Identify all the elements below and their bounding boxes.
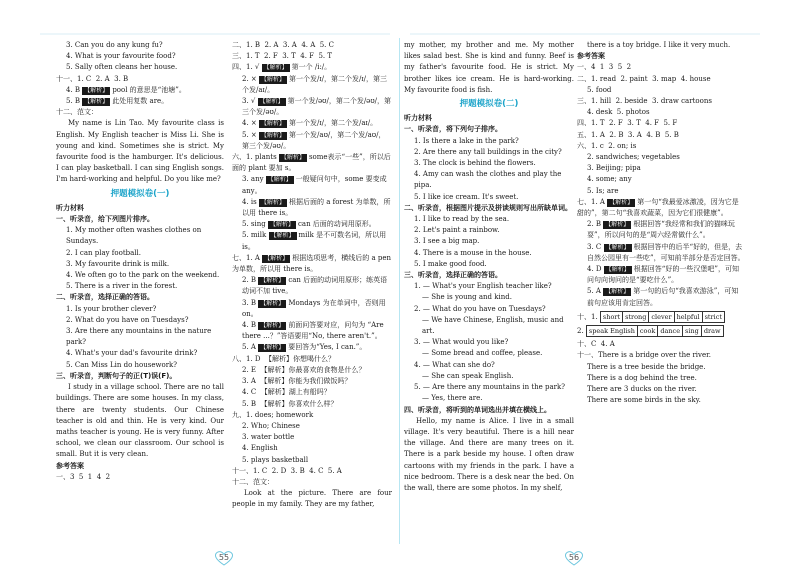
analysis-tag: 【解析】	[260, 277, 285, 285]
exam-title: 押题模拟卷(二)	[459, 99, 519, 110]
answer-line: There are some birds in the sky.	[587, 396, 701, 405]
answer-line: 三、1. T 2. F 3. T 4. F 5. T	[232, 52, 333, 61]
word-grid	[600, 311, 725, 323]
answer-line: 十、C 4. A	[577, 340, 615, 349]
answer-line: 3. √ 【解析】 第一个发/əʊ/，第二个发/əʊ/，第三个发/əʊ/。	[242, 97, 392, 117]
dialog-line: 1. — What's your English teacher like?	[414, 282, 552, 291]
list-item: 4. We often go to the park on the weekend.	[66, 271, 220, 280]
word-cell: short	[600, 311, 622, 322]
answer-line: 5. × 【解析】 第一个发/aʊ/，第二个发/aʊ/，第三个发/əʊ/。	[242, 130, 386, 150]
answer-line: 四、1. √ 【解析】 第一个 /i:/。	[232, 63, 332, 72]
analysis-tag: 【解析】	[260, 322, 285, 330]
answer-line: 八、1. D 【解析】你想喝什么？	[232, 354, 335, 363]
answer-line: 2. B 【解析】 根据回答“我经常和我们的猫咪玩耍”，所以问句的是“周六经常做什么”。	[587, 220, 735, 240]
list-item: 2. Let's paint a rainbow.	[414, 226, 500, 235]
answer-line: There are 3 ducks on the river.	[587, 385, 697, 394]
answer-line: 5. B 【解析】你喜欢什么样？	[242, 399, 338, 408]
word-grid	[586, 325, 724, 337]
essay-paragraph: Look at the picture. There are four people in my family. They are my father,	[232, 489, 392, 509]
section-heading: 十二、范文：	[232, 477, 274, 486]
list-item: 4. What's your dad's favourite drink?	[66, 349, 198, 358]
answer-line: 5. plays basketball	[242, 455, 309, 464]
word-cell: speak English	[586, 326, 637, 337]
analysis-tag: 【解析】	[263, 64, 288, 72]
section-heading: 二、听录音，选择正确的答语。	[56, 293, 154, 302]
list-item: 1. Is your brother clever?	[66, 304, 157, 313]
analysis-tag: 【解析】	[84, 98, 109, 106]
analysis-tag: 【解析】	[605, 221, 630, 229]
answer-line: 3. B 【解析】 Mondays 为在单词中，否则用 on。	[242, 298, 388, 318]
list-item: 5. I like ice cream. It's sweet.	[414, 192, 519, 201]
answer-line: 三、1. hill 2. beside 3. draw cartoons	[577, 97, 712, 106]
answer-line: 六、1. c 2. on; is	[577, 141, 637, 150]
answer-line: 3. C 【解析】 根据回答中的后半“好的，但是，去自然公园里有一些吃”，可知前半部分是否定回答。	[587, 242, 745, 262]
section-heading: 听力材料	[56, 203, 84, 212]
dialog-line: — Yes, there are.	[422, 394, 483, 403]
analysis-tag: 【解析】	[605, 243, 630, 251]
answer-line: 4. B 【解析】 pool 的意思是“池塘”。	[66, 85, 186, 94]
answer-key-heading: 参考答案	[56, 461, 84, 470]
answer-key-heading: 参考答案	[577, 52, 605, 61]
dialog-line: — She can speak English.	[422, 371, 514, 380]
analysis-tag: 【解析】	[84, 86, 109, 94]
answer-line: 3. Beijing; pipa	[587, 164, 641, 173]
analysis-tag: 【解析】	[260, 344, 285, 352]
answer-line: 二、1. B 2. A 3. A 4. A 5. C	[232, 41, 334, 49]
exam-title: 押题模拟卷(一)	[110, 188, 170, 199]
analysis-tag: 【解析】	[267, 176, 292, 184]
word-cell: strong	[623, 311, 649, 322]
analysis-tag: 【解析】	[261, 131, 286, 139]
section-heading: 三、听录音，选择正确的答语。	[404, 271, 502, 280]
list-item: 1. Is there a lake in the park?	[414, 136, 519, 145]
word-cell: helpful	[674, 311, 702, 322]
answer-line: 十一、1. C 2. D 3. B 4. C 5. A	[232, 466, 342, 475]
answer-line: 5. milk 【解析】 milk 是不可数名词，所以用 is。	[242, 231, 389, 251]
answer-line: 四、1. T 2. F 3. T 4. F 5. F	[577, 119, 678, 128]
answer-line: 七、1. A 【解析】 第一句“我最爱冰激凌，因为它是甜的”，第二句“我喜欢蔬菜，因为它们很健康”。	[577, 197, 739, 218]
analysis-tag: 【解析】	[609, 198, 634, 206]
dialog-line: — We have Chinese, English, music and art.	[422, 315, 566, 336]
list-item: 1. I like to read by the sea.	[414, 215, 510, 224]
analysis-tag: 【解析】	[270, 232, 295, 240]
analysis-tag: 【解析】	[605, 266, 630, 274]
section-heading: 一、听录音，给下列图片排序。	[56, 215, 154, 224]
section-heading: 二、听录音，根据图片提示及拼读规则写出所缺单词。	[404, 203, 572, 212]
dialog-line: 3. — What would you like?	[414, 338, 509, 347]
listening-paragraph: I study in a village school. There are no tall buildings. There are some houses. In my class, there are twenty students. Our Chinese teacher is old and thin. He is very kind. Our maths teacher is young. He is very funny. After school, we clean our classroom. Our school is small. But it is very clean.	[56, 383, 224, 459]
list-item: 1. My mother often washes clothes on Sundays.	[66, 226, 204, 246]
dialog-line: — Some bread and coffee, please.	[422, 349, 543, 358]
analysis-tag: 【解析】	[269, 221, 294, 229]
list-item: 3. Are there any mountains in the nature park?	[66, 327, 214, 347]
analysis-tag: 【解析】	[264, 254, 289, 262]
section-heading: 听力材料	[404, 114, 432, 123]
answer-line: 一、4 1 3 5 2	[577, 63, 632, 72]
word-cell: clever	[649, 311, 674, 322]
dialog-line: 2. — What do you have on Tuesdays?	[414, 304, 546, 313]
answer-line: 4. English	[242, 444, 278, 453]
list-item: 2. I can play football.	[66, 248, 141, 257]
page-number-left: 55	[213, 550, 235, 566]
answer-line: 3. A 【解析】你能为我们做饭吗？	[242, 377, 352, 386]
text-line: 3. Can you do any kung fu?	[66, 41, 163, 49]
answer-line: 4. × 【解析】 第一个发/ɪ/，第二个发/aɪ/。	[242, 119, 378, 128]
list-item: 2. What do you have on Tuesdays?	[66, 315, 189, 324]
answer-line: 4. C 【解析】湖上有船吗？	[242, 388, 331, 397]
dialog-line: 4. — What can she do?	[414, 360, 495, 369]
answer-line: 5. A 【解析】 要回答为“Yes, I can.”。	[242, 343, 367, 352]
answer-line: There is a dog behind the tree.	[587, 373, 697, 382]
answer-line: 5. B 【解析】 此处用复数 are。	[66, 97, 169, 106]
list-item: 3. My favourite drink is milk.	[66, 259, 170, 268]
answer-line: 一、3 5 1 4 2	[56, 472, 111, 481]
dialog-line: 5. — Are there any mountains in the park?	[414, 383, 566, 392]
answer-line: 4. desk 5. photos	[587, 108, 650, 117]
text-line: 4. What is your favourite food?	[66, 52, 176, 61]
answer-line: 2. × 【解析】 第一个发/ɪ/，第二个发/ɪ/，第三个发/aɪ/。	[242, 74, 387, 94]
essay-paragraph: My name is Lin Tao. My favourite class is English. My English teacher is Miss Li. She is young and kind. Sometimes she is strict. My favourite food is the hamburger. It's delicious. I can play basketball. I can sing English songs. I'm hard-working and helpful. Do you like me?	[56, 119, 224, 184]
answer-line: 十一、There is a bridge over the river.	[577, 351, 711, 360]
list-item: 4. There is a mouse in the house.	[414, 248, 532, 257]
answer-line: 5. A 【解析】 第一句的后句“我喜欢游泳”，可知前句应该用肯定回答。	[587, 287, 739, 307]
answer-line: 4. B 【解析】 前面问答要对应，问句为 “Are there ...？”答语要用“No, there aren't.”。	[242, 321, 386, 341]
list-item: 4. Amy can wash the clothes and play the pipa.	[414, 170, 564, 190]
answer-line: 3. any 【解析】 一般疑问句中，some 要变成 any。	[242, 175, 389, 195]
analysis-tag: 【解析】	[261, 75, 286, 83]
answer-line: 六、1. plants 【解析】 some表示“一些”，所以后面的 plant 要加 s。	[232, 153, 391, 173]
answer-line: 3. water bottle	[242, 433, 295, 442]
answer-line: 5. food	[587, 85, 612, 94]
column-4	[577, 40, 745, 546]
section-heading: 三、听录音，判断句子的正(T)误(F)。	[56, 371, 177, 380]
answer-line: 七、1. A 【解析】 根据选项思考，横线后的 a pen 为单数，所以用 there is。	[232, 253, 394, 274]
answer-line: 五、1. A 2. B 3. A 4. B 5. B	[577, 130, 679, 139]
analysis-tag: 【解析】	[259, 98, 284, 106]
answer-line: 5. Is; are	[587, 186, 619, 195]
analysis-tag: 【解析】	[605, 288, 630, 296]
essay-paragraph: my mother, my brother and me. My mother likes salad best. She is kind and funny. Beef is my father's favourite food. He is strict. My brother likes ice cream. He is hard-working. My favourite food is fish.	[404, 41, 574, 94]
word-cell: cook	[637, 326, 657, 337]
list-item: 5. Can Miss Lin do housework?	[66, 360, 178, 369]
list-item: 5. I make good food.	[414, 259, 487, 268]
answer-line: There is a tree beside the bridge.	[587, 362, 706, 371]
answer-line: 2. E 【解析】你最喜欢的食物是什么？	[242, 365, 366, 374]
text-line: 5. Sally often cleans her house.	[66, 63, 178, 72]
listening-paragraph: Hello, my name is Alice. I live in a small village. It's very beautiful. There is a hill near the village. And there are many trees on it. There is a park beside my house. I often draw cartoons with my friends in the park. I have a nice bedroom. There is a desk near the bed. On the wall, there are some photos. In my shelf,	[404, 416, 574, 492]
answer-line: 九、1. does; homework	[232, 410, 314, 419]
dialog-line: — She is young and kind.	[422, 293, 512, 302]
list-item: 3. I see a big map.	[414, 237, 480, 246]
answer-line: 2. B 【解析】 can 后面的动词用原形；练英语动词不加 tive。	[242, 276, 388, 296]
word-cell: draw	[701, 326, 723, 337]
word-cell: sing	[683, 326, 702, 337]
list-item: 5. There is a river in the forest.	[66, 282, 178, 291]
word-cell: dance	[658, 326, 683, 337]
analysis-tag: 【解析】	[260, 299, 285, 307]
list-item: 3. The clock is behind the flowers.	[414, 159, 536, 168]
analysis-tag: 【解析】	[261, 120, 286, 128]
analysis-tag: 【解析】	[260, 198, 285, 206]
answer-line: 二、1. read 2. paint 3. map 4. house	[577, 74, 711, 83]
list-item: 2. Are there any tall buildings in the city?	[414, 147, 562, 156]
word-grid-row-1: 十、1. short strong clever helpful strict	[577, 311, 745, 323]
section-heading: 四、听录音，将听到的单词选出并填在横线上。	[404, 405, 551, 414]
page-number-right: 56	[563, 550, 585, 566]
answer-line: 2. Who; Chinese	[242, 421, 300, 430]
section-heading: 十二、范文：	[56, 108, 98, 117]
column-3	[404, 40, 574, 546]
answer-line: 十一、1. C 2. A 3. B	[56, 74, 129, 83]
answer-line: 4. D 【解析】 根据回答“好的一些汉堡吧”，可知问句向询问的是“要吃什么”。	[587, 265, 739, 285]
analysis-tag: 【解析】	[280, 154, 305, 162]
word-grid-row-2: 2. speak English cook dance sing draw	[577, 325, 745, 337]
answer-line: 5. sing 【解析】 can 后面的动词用原形。	[242, 220, 376, 229]
answer-line: 2. sandwiches; vegetables	[587, 153, 680, 162]
section-heading: 一、听录音，将下列句子排序。	[404, 125, 502, 134]
text-line: there is a toy bridge. I like it very much.	[587, 41, 731, 49]
word-cell: strict	[702, 311, 724, 322]
answer-line: 4. some; any	[587, 175, 632, 184]
answer-line: 4. is 【解析】 根据后面的 a forest 为单数，所以用 there is。	[242, 197, 391, 218]
